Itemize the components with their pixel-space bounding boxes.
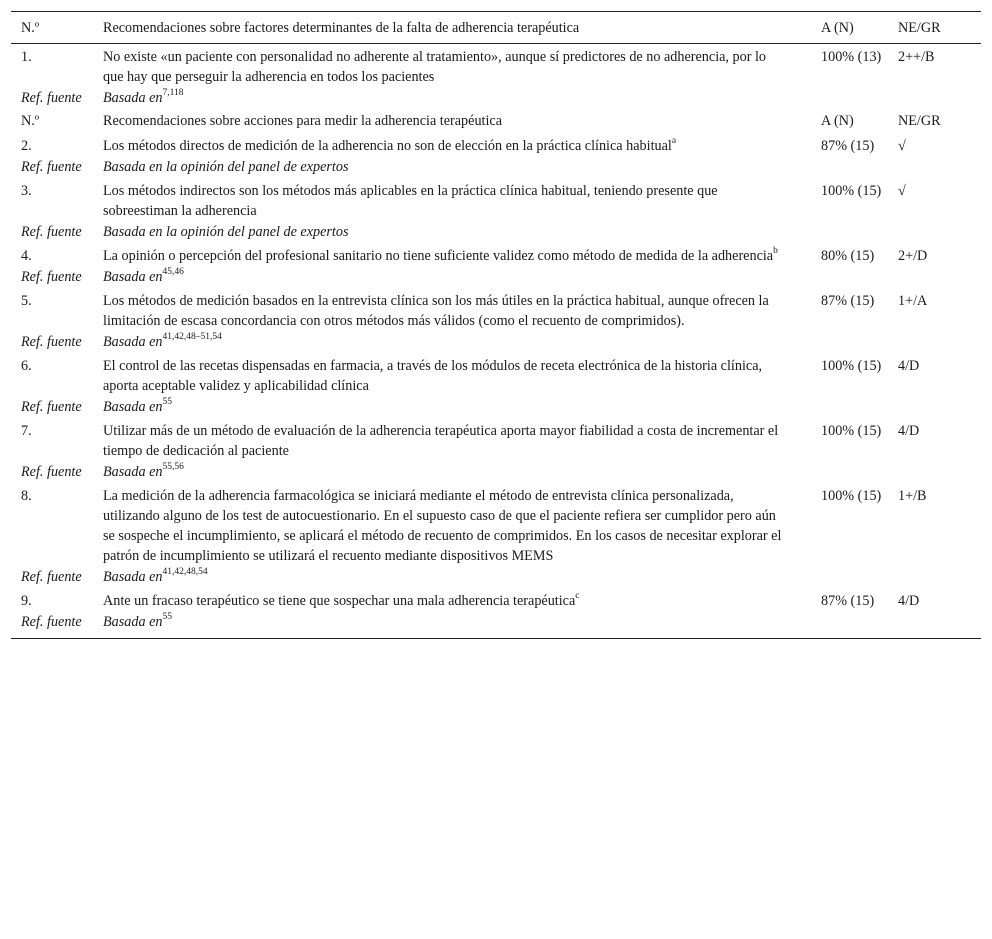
agreement-value: 100% (13) (821, 49, 882, 65)
evidence-grade: 2++/B (898, 49, 935, 65)
reference-citations: 55 (162, 612, 173, 623)
reference-label: Ref. fuente (21, 334, 82, 350)
reference-citations: 55,56 (162, 462, 184, 473)
agreement-value: 87% (15) (821, 138, 875, 154)
recommendation-text-body: La opinión o percepción del profesional sanitario no tiene suficiente validez como método de medida de la adherencia (103, 248, 774, 264)
recommendation-text (93, 44, 811, 89)
empty-cell (888, 397, 981, 418)
row-number: 3. (21, 183, 32, 199)
footnote-marker: c (575, 591, 580, 602)
agreement-value: 87% (15) (821, 593, 875, 609)
recommendation-text-body: Ante un fracaso terapéutico se tiene que sospechar una mala adherencia terapéutica (103, 593, 576, 609)
reference-row (11, 332, 981, 353)
row-number: 5. (21, 293, 32, 309)
table-row (11, 288, 981, 332)
footnote-marker: a (671, 136, 677, 147)
reference-row (11, 612, 981, 639)
recommendation-text (93, 288, 811, 332)
recommendation-text (93, 588, 811, 612)
table-row (11, 483, 981, 567)
recommendation-text (93, 243, 811, 267)
recommendation-text (93, 178, 811, 222)
table-body (11, 44, 981, 639)
row-number: 8. (21, 488, 32, 504)
empty-cell (811, 267, 888, 288)
header-evidence-level: NE/GR (898, 20, 941, 36)
header-title: Recomendaciones sobre factores determinantes de la falta de adherencia terapéutica (103, 20, 580, 36)
empty-cell (811, 88, 888, 109)
empty-cell (888, 462, 981, 483)
recommendations-table (11, 11, 981, 639)
reference-text: Basada en la opinión del panel de expertos (103, 224, 349, 240)
reference-citations: 41,42,48,54 (162, 567, 208, 578)
empty-cell (888, 157, 981, 178)
evidence-grade: 4/D (898, 593, 920, 609)
row-number: 6. (21, 358, 32, 374)
table-row (11, 44, 981, 89)
reference-label: Ref. fuente (21, 569, 82, 585)
table-row (11, 418, 981, 462)
evidence-grade: 2+/D (898, 248, 928, 264)
row-number: 2. (21, 138, 32, 154)
reference-source (93, 222, 811, 243)
row-number: 9. (21, 593, 32, 609)
reference-prefix: Basada en (103, 464, 163, 480)
header-agreement: A (N) (821, 20, 854, 36)
empty-cell (811, 222, 888, 243)
reference-prefix: Basada en (103, 569, 163, 585)
reference-prefix: Basada en (103, 90, 163, 106)
empty-cell (811, 332, 888, 353)
reference-label: Ref. fuente (21, 464, 82, 480)
empty-cell (811, 462, 888, 483)
subheader-num: N.º (21, 113, 40, 129)
evidence-grade: 4/D (898, 423, 920, 439)
evidence-grade: 1+/B (898, 488, 927, 504)
reference-prefix: Basada en (103, 334, 163, 350)
empty-cell (888, 222, 981, 243)
reference-row (11, 157, 981, 178)
empty-cell (811, 612, 888, 639)
subheader-evidence-level: NE/GR (898, 113, 941, 129)
agreement-value: 100% (15) (821, 358, 882, 374)
row-number: 4. (21, 248, 32, 264)
agreement-value: 87% (15) (821, 293, 875, 309)
reference-row (11, 397, 981, 418)
reference-row (11, 462, 981, 483)
recommendation-text-body: El control de las recetas dispensadas en farmacia, a través de los módulos de receta electrónica de la historia clínica, aporta aceptable validez y aplicabilidad clínica (103, 358, 763, 394)
evidence-grade: √ (898, 138, 906, 154)
footnote-marker: b (773, 246, 778, 257)
reference-source (93, 267, 811, 288)
recommendation-text-body: No existe «un paciente con personalidad no adherente al tratamiento», aunque sí predictores de no adherencia, por lo que hay que perseguir la adherencia en todos los pacientes (103, 49, 767, 85)
table-row (11, 133, 981, 157)
reference-source (93, 567, 811, 588)
agreement-value: 100% (15) (821, 183, 882, 199)
empty-cell (888, 332, 981, 353)
reference-label: Ref. fuente (21, 614, 82, 630)
reference-text: Basada en la opinión del panel de expertos (103, 159, 349, 175)
empty-cell (888, 612, 981, 639)
evidence-grade: 1+/A (898, 293, 928, 309)
empty-cell (888, 567, 981, 588)
recommendation-text-body: Los métodos indirectos son los métodos más aplicables en la práctica clínica habitual, teniendo presente que sobreestiman la adherencia (103, 183, 718, 219)
section-subheader-row (11, 109, 981, 133)
reference-label: Ref. fuente (21, 269, 82, 285)
empty-cell (888, 267, 981, 288)
empty-cell (888, 88, 981, 109)
table-header-row (11, 12, 981, 44)
subheader-title: Recomendaciones sobre acciones para medir la adherencia terapéutica (103, 113, 503, 129)
table-row (11, 243, 981, 267)
reference-label: Ref. fuente (21, 159, 82, 175)
reference-row (11, 222, 981, 243)
row-number: 7. (21, 423, 32, 439)
reference-label: Ref. fuente (21, 399, 82, 415)
agreement-value: 80% (15) (821, 248, 875, 264)
recommendation-text (93, 418, 811, 462)
reference-source (93, 612, 811, 639)
empty-cell (811, 397, 888, 418)
reference-citations: 45,46 (162, 267, 184, 278)
reference-prefix: Basada en (103, 614, 163, 630)
recommendation-text-body: La medición de la adherencia farmacológica se iniciará mediante el método de entrevista clínica personalizada, utilizando alguno de los test de autocuestionario. En el supuesto caso de que el paciente refiera ser cumplidor pero aún se sospeche el incumplimiento, se aplicará el método de recuento de comprimidos. En los casos de necesitar explorar el patrón de incumplimiento se utilizará el recuento mediante dispositivos MEMS (103, 488, 782, 564)
reference-label: Ref. fuente (21, 90, 82, 106)
recommendation-text-body: Los métodos directos de medición de la adherencia no son de elección en la práctica clínica habitual (103, 138, 672, 154)
reference-source (93, 332, 811, 353)
reference-source (93, 462, 811, 483)
recommendation-text (93, 483, 811, 567)
reference-citations: 55 (162, 397, 173, 408)
reference-row (11, 88, 981, 109)
reference-citations: 7,118 (162, 88, 184, 99)
reference-prefix: Basada en (103, 269, 163, 285)
reference-row (11, 567, 981, 588)
reference-source (93, 397, 811, 418)
reference-citations: 41,42,48–51,54 (162, 332, 222, 343)
reference-row (11, 267, 981, 288)
reference-prefix: Basada en (103, 399, 163, 415)
recommendation-text-body: Los métodos de medición basados en la entrevista clínica son los más útiles en la práctica habitual, aunque ofrecen la limitación de escasa concordancia con otros métodos más válidos (como el recuento de comprimidos). (103, 293, 769, 329)
reference-label: Ref. fuente (21, 224, 82, 240)
table-row (11, 178, 981, 222)
subheader-agreement: A (N) (821, 113, 854, 129)
reference-source (93, 88, 811, 109)
table-row (11, 588, 981, 612)
recommendation-text (93, 353, 811, 397)
reference-source (93, 157, 811, 178)
empty-cell (811, 157, 888, 178)
row-number: 1. (21, 49, 32, 65)
evidence-grade: √ (898, 183, 906, 199)
evidence-grade: 4/D (898, 358, 920, 374)
recommendation-text-body: Utilizar más de un método de evaluación de la adherencia terapéutica aporta mayor fiabilidad a costa de incrementar el tiempo de dedicación al paciente (103, 423, 779, 459)
recommendation-text (93, 133, 811, 157)
empty-cell (811, 567, 888, 588)
agreement-value: 100% (15) (821, 423, 882, 439)
agreement-value: 100% (15) (821, 488, 882, 504)
header-num: N.º (21, 20, 40, 36)
table-row (11, 353, 981, 397)
